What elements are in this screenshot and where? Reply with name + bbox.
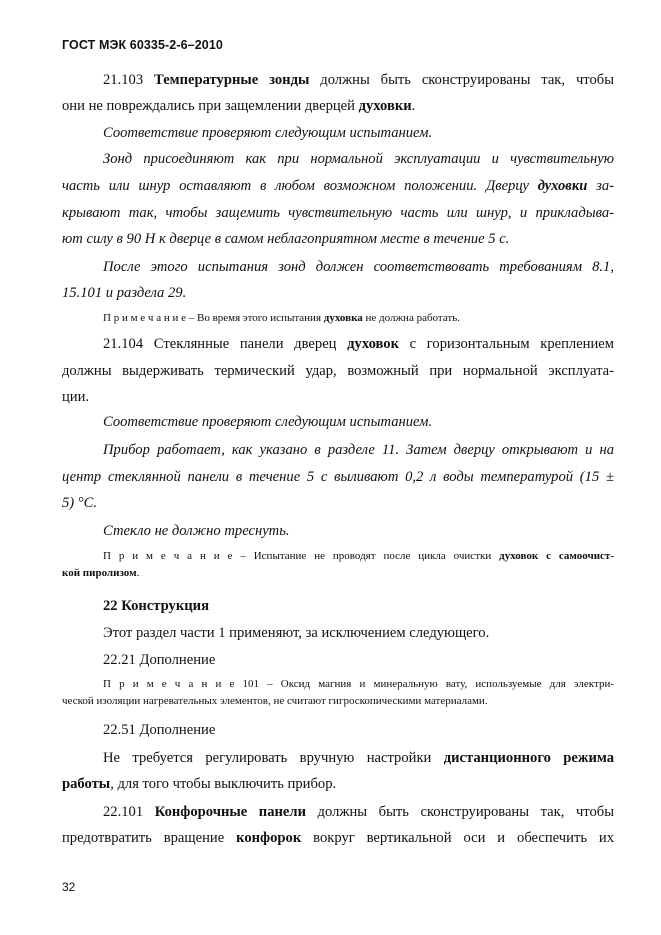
text-line: работы, для того чтобы выключить прибор. <box>62 776 337 792</box>
text-line: часть или шнур оставляют в любом возможном положении. Дверцу духовки за- <box>62 178 614 194</box>
text-line: 22.51 Дополнение <box>103 722 216 738</box>
text-line: 5) °С. <box>62 495 98 511</box>
note-line: кой пиролизом. <box>62 567 140 579</box>
bold-term: духовки <box>537 178 588 194</box>
text-line: 22.101 Конфорочные панели должны быть сконструированы так, чтобы <box>103 804 615 820</box>
page-number: 32 <box>62 880 76 894</box>
bold-term: конфорок <box>236 830 302 846</box>
bold-term: духовка <box>323 312 363 324</box>
bold-term: Конфорочные панели <box>154 804 306 820</box>
text-line: 21.104 Стеклянные панели дверец духовок с горизонтальным креплением <box>103 336 615 352</box>
bold-term: духовок с самоочист- <box>499 550 614 562</box>
text-line: Этот раздел части 1 применяют, за исключением следующего. <box>103 625 490 641</box>
text-line: центр стеклянной панели в течение 5 с выливают 0,2 л воды температурой (15 ± <box>62 469 614 485</box>
text-line: они не повреждались при защемлении дверцей духовки. <box>62 98 416 114</box>
text-line: После этого испытания зонд должен соответствовать требованиям 8.1, <box>103 259 614 275</box>
text-line: ции. <box>62 389 90 405</box>
text-line: предотвратить вращение конфорок вокруг вертикальной оси и обеспечить их <box>62 830 614 846</box>
note-line: П р и м е ч а н и е – Испытание не проводят после цикла очистки духовок с самоочист- <box>103 550 614 562</box>
text-line: Соответствие проверяют следующим испытанием. <box>103 125 433 141</box>
bold-term: кой пиролизом <box>62 567 137 579</box>
bold-term: духовки <box>358 98 412 114</box>
note-line: ческой изоляции нагревательных элементов, не считают гигроскопическими материалами. <box>62 695 488 707</box>
text-line: Зонд присоединяют как при нормальной эксплуатации и чувствительную <box>103 151 614 167</box>
text-line: 21.103 Температурные зонды должны быть сконструированы так, чтобы <box>103 72 614 88</box>
document-header: ГОСТ МЭК 60335-2-6–2010 <box>62 38 223 52</box>
bold-term: работы <box>62 776 111 792</box>
bold-term: дистанционного режима <box>443 750 614 766</box>
note-line: П р и м е ч а н и е – Во время этого испытания духовка не должна работать. <box>103 312 461 324</box>
text-line: крывают так, чтобы защемить чувствительную часть или шнур, и прикладыва- <box>62 205 614 221</box>
bold-term: Температурные зонды <box>154 72 310 88</box>
text-line: ют силу в 90 Н к дверце в самом неблагоприятном месте в течение 5 с. <box>62 231 510 247</box>
text-line: 22.21 Дополнение <box>103 652 216 668</box>
text-line: 15.101 и раздела 29. <box>62 285 187 301</box>
bold-term: 22 Конструкция <box>103 598 209 614</box>
note-line: П р и м е ч а н и е 101 – Оксид магния и минеральную вату, используемые для электри- <box>103 678 614 690</box>
text-line: Не требуется регулировать вручную настройки дистанционного режима <box>103 750 614 766</box>
text-line: Соответствие проверяют следующим испытанием. <box>103 414 433 430</box>
bold-term: духовок <box>347 336 399 352</box>
text-line: должны выдерживать термический удар, возможный при нормальной эксплуата- <box>62 363 614 379</box>
text-line: Прибор работает, как указано в разделе 11. Затем дверцу открывают и на <box>103 442 614 458</box>
section-heading <box>103 597 209 615</box>
text-line: Стекло не должно треснуть. <box>103 523 290 539</box>
